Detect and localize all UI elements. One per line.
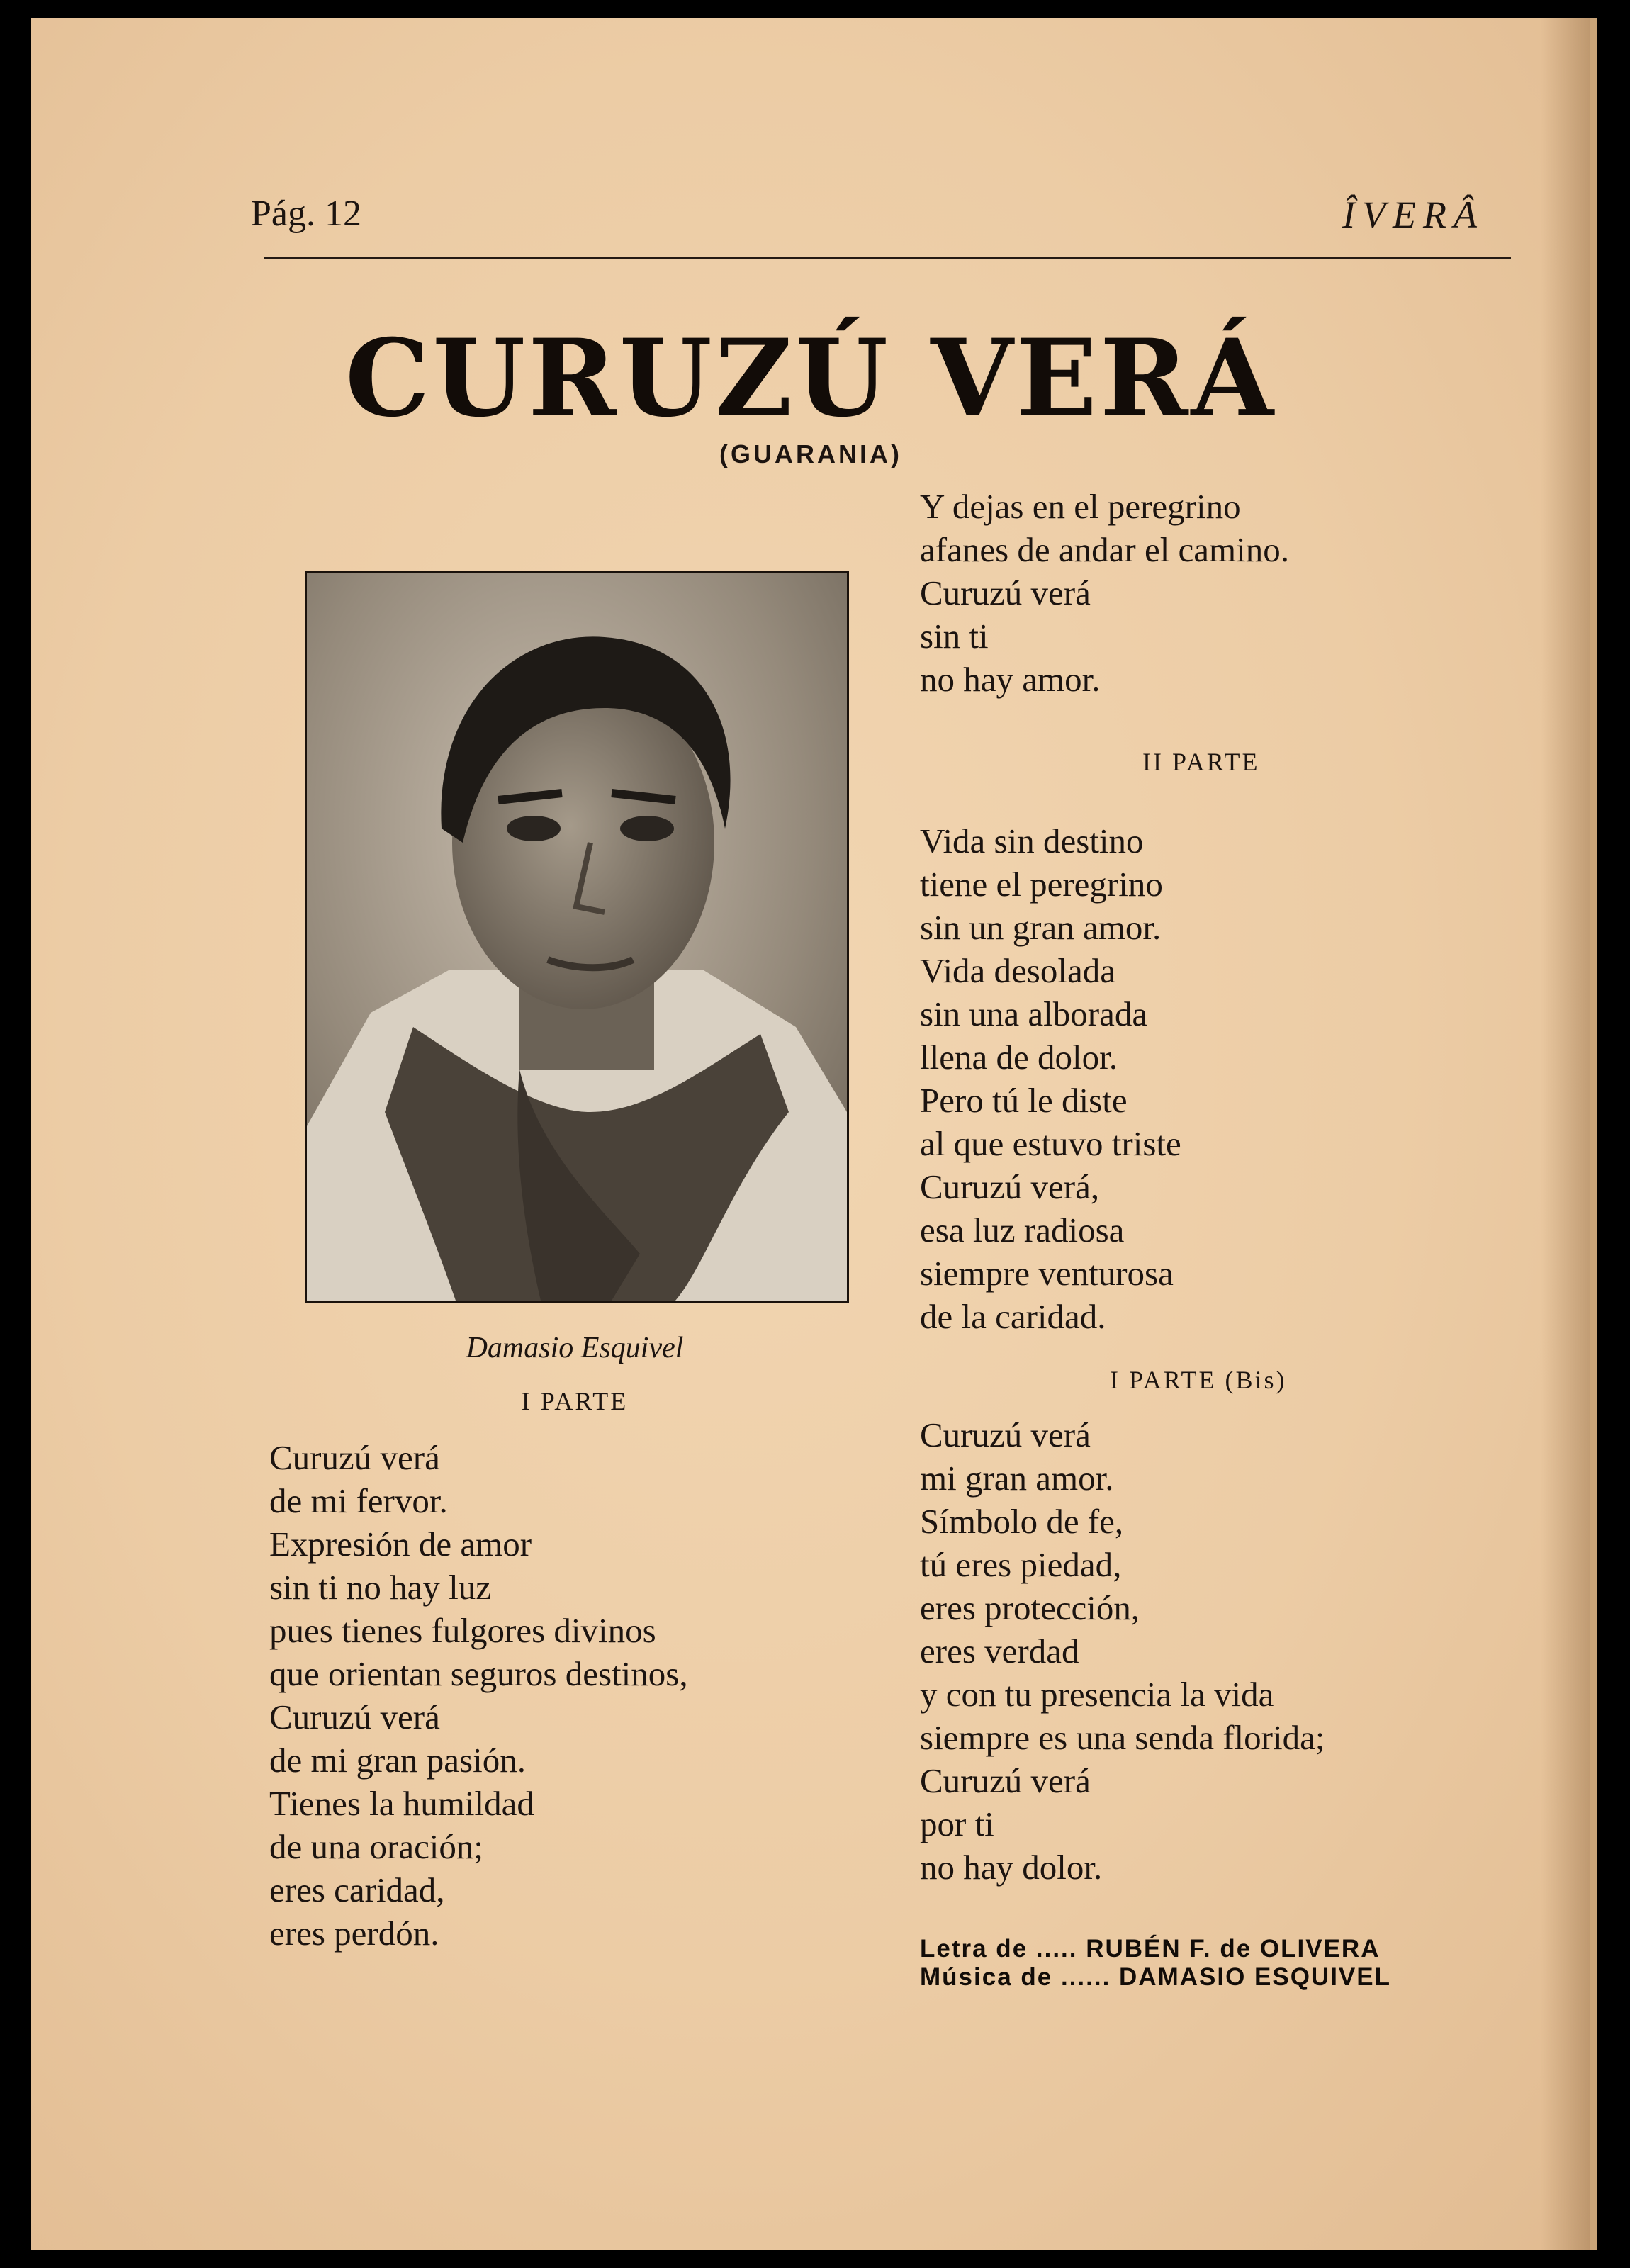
verse-line: sin ti bbox=[920, 617, 989, 656]
verse-line: siempre es una senda florida; bbox=[920, 1718, 1325, 1757]
verse-line: no hay amor. bbox=[920, 660, 1101, 699]
verse-line: sin un gran amor. bbox=[920, 908, 1162, 947]
verse-line: que orientan seguros destinos, bbox=[269, 1654, 688, 1693]
page-number: Pág. 12 bbox=[251, 193, 361, 234]
lyrics-credit: Letra de ..... RUBÉN F. de OLIVERA bbox=[920, 1935, 1381, 1963]
verse-line: de una oración; bbox=[269, 1827, 484, 1866]
verse-line: llena de dolor. bbox=[920, 1038, 1118, 1077]
verse-line: Vida sin destino bbox=[920, 821, 1144, 860]
verse-line: eres verdad bbox=[920, 1632, 1079, 1671]
part-one-verse bbox=[269, 1436, 688, 1955]
part-two-heading: II PARTE bbox=[1142, 748, 1260, 776]
verse-line: Curuzú verá bbox=[920, 1761, 1091, 1800]
verse-line: Expresión de amor bbox=[269, 1525, 532, 1564]
verse-line: eres perdón. bbox=[269, 1914, 439, 1953]
verse-line: sin ti no hay luz bbox=[269, 1568, 492, 1607]
portrait-illustration bbox=[307, 573, 847, 1301]
verse-line: eres protección, bbox=[920, 1588, 1140, 1627]
verse-line: esa luz radiosa bbox=[920, 1211, 1125, 1250]
verse-line: al que estuvo triste bbox=[920, 1124, 1181, 1163]
verse-line: Vida desolada bbox=[920, 951, 1115, 990]
verse-line: pues tienes fulgores divinos bbox=[269, 1611, 656, 1650]
music-credit: Música de ...... DAMASIO ESQUIVEL bbox=[920, 1963, 1391, 1991]
part-one-bis-heading: I PARTE (Bis) bbox=[1110, 1366, 1287, 1394]
verse-line: de mi fervor. bbox=[269, 1481, 448, 1520]
verse-line: tú eres piedad, bbox=[920, 1545, 1122, 1584]
verse-line: afanes de andar el camino. bbox=[920, 530, 1290, 569]
verse-line: Curuzú verá bbox=[920, 573, 1091, 612]
verse-line: eres caridad, bbox=[269, 1870, 445, 1909]
verse-line: Pero tú le diste bbox=[920, 1081, 1128, 1120]
song-title: CURUZÚ VERÁ bbox=[345, 316, 1276, 441]
magazine-page bbox=[31, 18, 1597, 2250]
header-rule bbox=[264, 257, 1511, 259]
portrait-photo bbox=[305, 571, 849, 1303]
verse-line: Y dejas en el peregrino bbox=[920, 487, 1241, 526]
part-one-bis-verse bbox=[920, 1413, 1325, 1889]
verse-line: sin una alborada bbox=[920, 994, 1148, 1033]
verse-line: Símbolo de fe, bbox=[920, 1502, 1124, 1541]
credits bbox=[920, 1935, 1391, 1992]
verse-line: mi gran amor. bbox=[920, 1459, 1114, 1498]
intro-verse bbox=[920, 485, 1289, 701]
verse-line: Curuzú verá bbox=[920, 1415, 1091, 1454]
photo-caption: Damasio Esquivel bbox=[466, 1332, 684, 1364]
verse-line: y con tu presencia la vida bbox=[920, 1675, 1274, 1714]
verse-line: Curuzú verá bbox=[269, 1697, 440, 1736]
verse-line: Tienes la humildad bbox=[269, 1784, 534, 1823]
verse-line: Curuzú verá, bbox=[920, 1167, 1100, 1206]
verse-line: por ti bbox=[920, 1804, 994, 1843]
verse-line: de mi gran pasión. bbox=[269, 1741, 526, 1780]
song-genre: (GUARANIA) bbox=[719, 439, 902, 468]
part-two-verse bbox=[920, 819, 1181, 1338]
verse-line: de la caridad. bbox=[920, 1297, 1106, 1336]
magazine-name: ÎVERÂ bbox=[1342, 193, 1484, 236]
verse-line: siempre venturosa bbox=[920, 1254, 1174, 1293]
verse-line: no hay dolor. bbox=[920, 1848, 1103, 1887]
part-one-heading: I PARTE bbox=[521, 1387, 629, 1415]
verse-line: tiene el peregrino bbox=[920, 865, 1163, 904]
verse-line: Curuzú verá bbox=[269, 1438, 440, 1477]
